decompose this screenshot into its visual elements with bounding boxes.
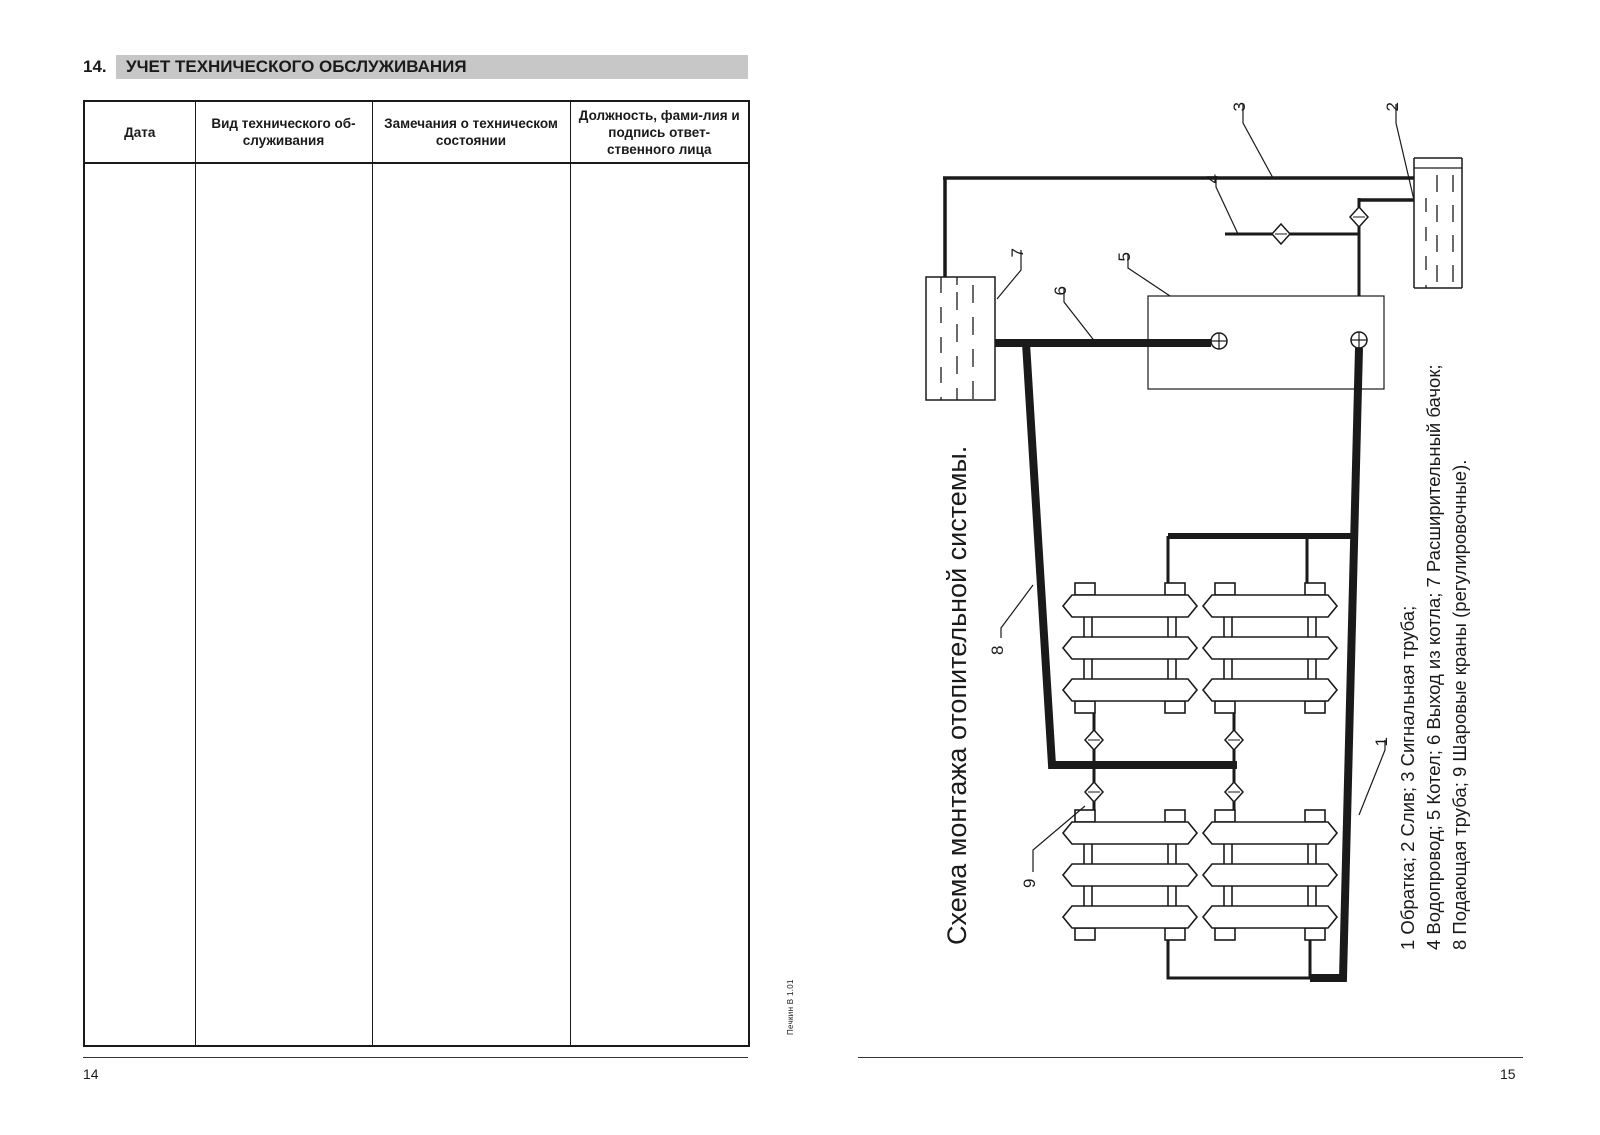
outlet-fitting-icon (1211, 333, 1227, 349)
header-date: Дата (84, 101, 195, 163)
legend-line-3: 8 Подающая труба; 9 Шаровые краны (регулировочные). (1449, 459, 1470, 950)
legend-line-1: 1 Обратка; 2 Слив; 3 Сигнальная труба; (1397, 605, 1418, 950)
section-title: УЧЕТ ТЕХНИЧЕСКОГО ОБСЛУЖИВАНИЯ (116, 55, 748, 79)
callout-1: 1 (1372, 737, 1391, 747)
section-number: 14. (83, 57, 107, 76)
water-valve-icon (1272, 224, 1290, 244)
radiator-icon (1203, 810, 1337, 940)
callout-8: 8 (988, 645, 1007, 655)
page-number-left: 14 (83, 1066, 99, 1082)
callout-2: 2 (1383, 102, 1402, 112)
callout-7: 7 (1008, 248, 1027, 258)
radiator-icon (1063, 583, 1197, 713)
drain-valve-icon (1350, 207, 1368, 227)
ball-valve-icon (1085, 730, 1103, 750)
ball-valve-icon (1085, 782, 1103, 802)
drain-container (1414, 158, 1462, 288)
ball-valve-icon (1225, 782, 1243, 802)
header-condition-notes: Замечания о техническом состоянии (372, 101, 570, 163)
page-number-right: 15 (1500, 1066, 1516, 1082)
callout-6: 6 (1051, 286, 1070, 296)
ball-valve-icon (1225, 730, 1243, 750)
callout-3: 3 (1230, 102, 1249, 112)
diagram-title: Схема монтажа отопительной системы. (942, 445, 972, 945)
callout-5: 5 (1115, 252, 1134, 262)
radiator-icon (1063, 810, 1197, 940)
return-fitting-icon (1351, 332, 1367, 348)
legend-line-2: 4 Водопровод; 5 Котел; 6 Выход из котла; 7 Расширительный бачок; (1423, 364, 1444, 950)
expansion-tank (926, 277, 995, 400)
header-service-type: Вид технического об-служивания (195, 101, 372, 163)
header-responsible-person: Должность, фами-лия и подпись ответ-ственного лица (570, 101, 749, 163)
callout-4: 4 (1203, 174, 1222, 184)
radiator-icon (1203, 583, 1337, 713)
callout-9: 9 (1020, 878, 1039, 888)
edition-mark: Печкин В 1.01 (786, 979, 795, 1035)
